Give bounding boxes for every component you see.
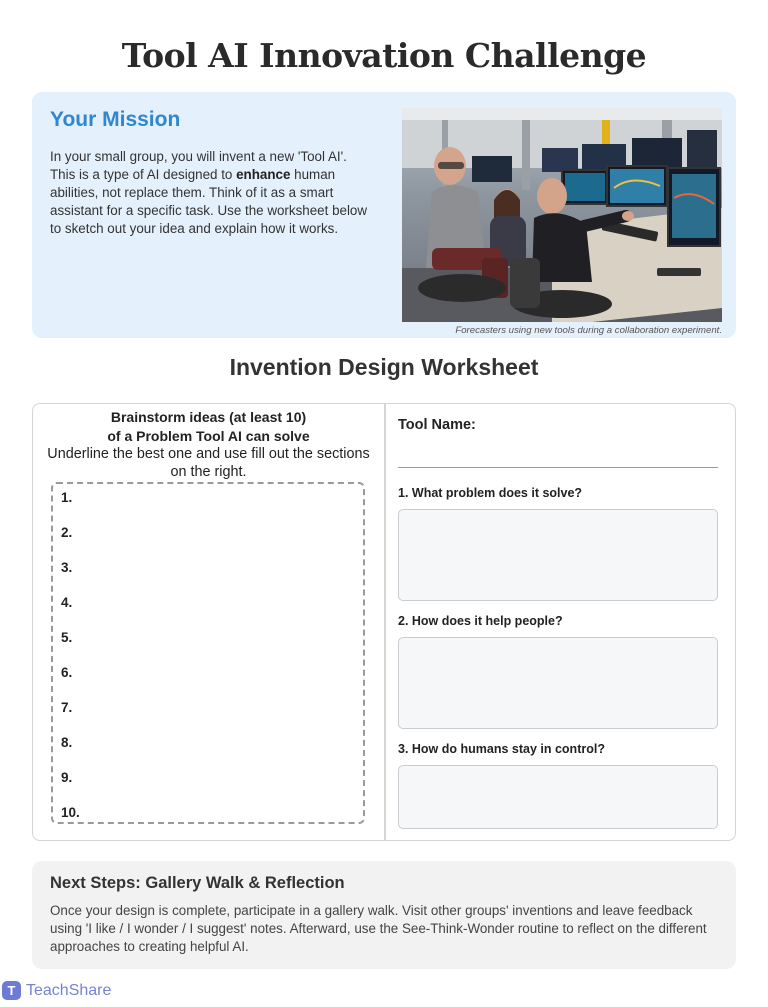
mission-panel [32,92,736,338]
photo-caption: Forecasters using new tools during a collaboration experiment. [455,325,722,336]
brainstorm-number: 1. [61,490,73,505]
question-1-label: 1. What problem does it solve? [398,486,583,500]
brainstorm-number: 4. [61,595,73,610]
mission-heading: Your Mission [50,108,181,131]
next-steps-text: Once your design is complete, participate in a gallery walk. Visit other groups' inventions and leave feedback using 'I like / I wonder / I suggest' notes. Afterward, use the See-Think-Wonder routine to reflect on the different approaches to creating helpful AI. [50,903,707,954]
mission-text-part2: human abilities, not replace them. Think of it as a smart assistant for a specific task. Use the worksheet below to sketch out your idea and explain how it works. [50,167,368,236]
tool-name-field[interactable] [398,467,718,468]
brainstorm-number: 5. [61,630,73,645]
forecasters-photo-illustration [402,108,722,322]
teachshare-brand-name: TeachShare [26,981,112,999]
question-3-label: 3. How do humans stay in control? [398,742,605,756]
teachshare-logo-icon: T [2,981,21,1000]
brainstorm-number: 9. [61,770,73,785]
brainstorm-number: 2. [61,525,73,540]
brainstorm-list-box[interactable] [51,482,365,824]
brainstorm-number: 10. [61,805,80,820]
question-1-answer-box[interactable] [398,509,718,601]
question-2-answer-box[interactable] [398,637,718,729]
question-3-answer-box[interactable] [398,765,718,829]
brainstorm-number: 3. [61,560,73,575]
worksheet-panel [32,403,736,841]
mission-text-part1: In your small group, you will invent a new 'Tool AI'. This is a type of AI designed to [50,149,347,182]
page-title: Tool AI Innovation Challenge [121,36,647,75]
next-steps-panel [32,861,736,969]
teachshare-logo[interactable] [2,981,111,1000]
next-steps-heading: Next Steps: Gallery Walk & Reflection [50,874,345,892]
brainstorm-heading-line1: Brainstorm ideas (at least 10) [110,409,307,425]
question-2-label: 2. How does it help people? [398,614,563,628]
worksheet-column-divider [384,404,386,840]
brainstorm-number: 8. [61,735,73,750]
brainstorm-number: 7. [61,700,73,715]
forecasters-photo [402,108,722,322]
mission-text [50,148,372,238]
brainstorm-number: 6. [61,665,73,680]
brainstorm-heading-line2: of a Problem Tool AI can solve [107,428,310,444]
mission-text-emphasis: enhance [236,167,291,182]
worksheet-title: Invention Design Worksheet [229,354,539,380]
brainstorm-instruction: Underline the best one and use fill out the sections on the right. [47,446,370,480]
tool-name-label: Tool Name: [398,417,476,433]
